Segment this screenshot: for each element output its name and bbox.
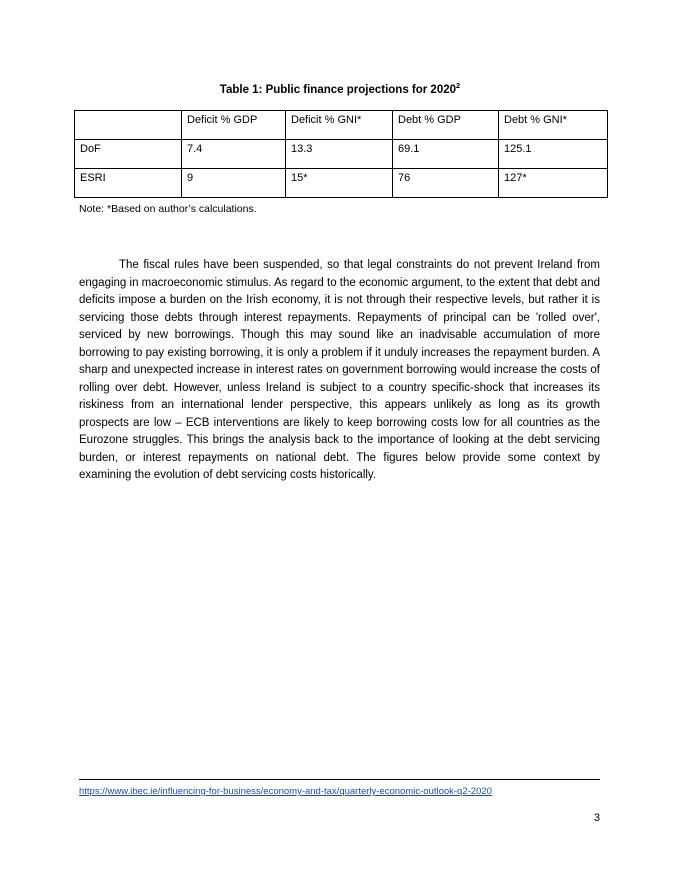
table-cell: 15* [286,169,393,198]
table-cell: DoF [75,140,182,169]
page-number: 3 [593,812,600,824]
table-header-row [75,111,608,140]
table-title [0,81,680,96]
table-header-cell: Debt % GDP [393,111,499,140]
table-header-cell [75,111,182,140]
table-cell: 9 [182,169,286,198]
table-header-cell: Deficit % GDP [182,111,286,140]
table-row [75,140,608,169]
table-row [75,169,608,198]
table-cell: 7.4 [182,140,286,169]
public-finance-table [74,110,608,198]
body-paragraph: The fiscal rules have been suspended, so that legal constraints do not prevent Ireland from engaging in macroeconomic stimulus. As regard to the economic argument, to the extent that debt and deficits impose a burden on the Irish economy, it is not through their respective levels, but rather it is servicing those debts through interest repayments. Repayments of principal can be 'rolled over', serviced by new borrowings. Though this may sound like an inadvisable accumulation of more borrowing to pay existing borrowing, it is only a problem if it unduly increases the repayment burden. A sharp and unexpected increase in interest rates on government borrowing would increase the costs of rolling over debt. However, unless Ireland is subject to a country specific-shock that increases its riskiness from an international lender perspective, this appears unlikely as long as its growth prospects are low – ECB interventions are likely to keep borrowing costs low for all countries as the Eurozone struggles. This brings the analysis back to the importance of looking at the debt servicing burden, or interest repayments on national debt. The figures below provide some context by examining the evolution of debt servicing costs historically. [79,259,600,481]
table-header-cell: Debt % GNI* [499,111,608,140]
table-cell: 69.1 [393,140,499,169]
table-cell: 76 [393,169,499,198]
table-cell: ESRI [75,169,182,198]
footnote [79,786,492,797]
table-cell: 13.3 [286,140,393,169]
table-title-footnote-ref: 2 [456,81,461,90]
table-title-text: Table 1: Public finance projections for 2020 [219,84,457,96]
table-header-cell: Deficit % GNI* [286,111,393,140]
table-cell: 125.1 [499,140,608,169]
footnote-link[interactable]: https://www.ibec.ie/influencing-for-business/economy-and-tax/quarterly-economic-outlook-q2-2020 [79,786,492,797]
table-note: Note: *Based on author’s calculations. [79,203,257,215]
table-cell: 127* [499,169,608,198]
footnote-divider [79,779,600,780]
